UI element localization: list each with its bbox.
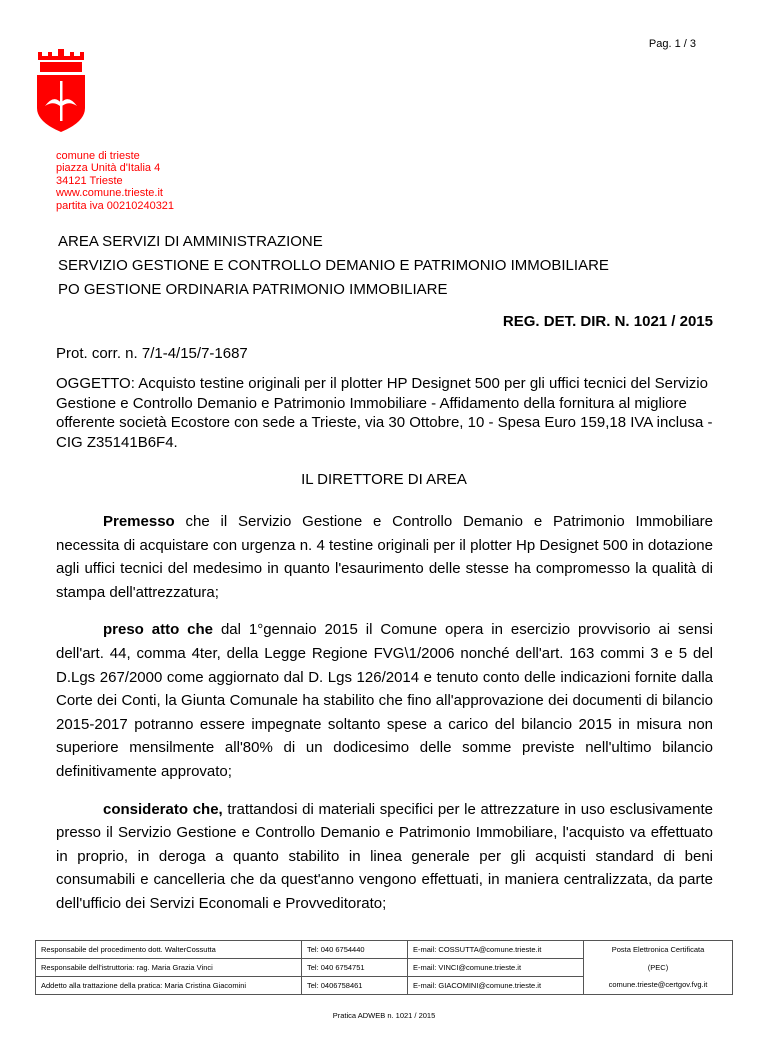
contact-phone: Tel: 040 6754751 (302, 958, 408, 976)
contact-role: Responsabile dell'istruttoria: rag. Maria Grazia Vinci (36, 958, 302, 976)
contact-role: Addetto alla trattazione della pratica: Maria Cristina Giacomini (36, 976, 302, 994)
paragraph-premesso (56, 510, 713, 604)
pratica-number: Pratica ADWEB n. 1021 / 2015 (332, 1010, 436, 1020)
pec-label: Posta Elettronica Certificata (584, 940, 733, 958)
cig-code: CIG Z35141B6F4. (56, 433, 178, 451)
protocol-number: Prot. corr. n. 7/1-4/15/7-1687 (56, 345, 248, 362)
subject-text: OGGETTO: Acquisto testine originali per il plotter HP Designet 500 per gli uffici tecnici del Servizio Gestione e Controllo Demanio e Patrimonio Immobiliare - Affidamento della fornitura al migliore offerente società Ecostore con sede a Trieste, via 30 Ottobre, 10 - Spesa Euro 159,18 IVA inclusa - (56, 375, 713, 431)
document-title: IL DIRETTORE DI AREA (301, 471, 467, 488)
paragraph-lead: considerato che, (103, 800, 223, 818)
table-row (36, 958, 733, 976)
service-heading: SERVIZIO GESTIONE E CONTROLLO DEMANIO E PATRIMONIO IMMOBILIARE (58, 257, 609, 274)
table-row (36, 940, 733, 958)
paragraph-preso-atto (56, 618, 713, 783)
pec-abbr: (PEC) (584, 958, 733, 976)
contacts-table (35, 940, 733, 995)
paragraph-text: dal 1°gennaio 2015 il Comune opera in esercizio provvisorio ai sensi dell'art. 44, comma 4ter, della Legge Regione FVG\1/2006 nonché dell'art. 163 commi 3 e 5 del D.Lgs 267/2000 come aggiornato dal D. Lgs 126/2014 e tenuto conto delle indicazioni fornite dalla Corte dei Conti, la Giunta Comunale ha stabilito che fino all'approvazione dei documenti di bilancio 2015-2017 potranno essere impegnate soltanto spese a carico del bilancio 2015 in misura non superiore mensilmente all'80% di un dodicesimo delle somme previste nell'ultimo bilancio definitivamente approvato; (56, 621, 714, 780)
address-line: 34121 Trieste (56, 174, 123, 187)
paragraph-considerato (56, 798, 713, 916)
address-line: piazza Unità d'Italia 4 (56, 162, 161, 175)
contact-email: E-mail: GIACOMINI@comune.trieste.it (408, 976, 584, 994)
page-number: Pag. 1 / 3 (648, 38, 696, 50)
address-line: comune di trieste (56, 150, 140, 162)
office-heading: PO GESTIONE ORDINARIA PATRIMONIO IMMOBILIARE (58, 281, 448, 298)
paragraph-text: trattandosi di materiali specifici per le attrezzature in uso esclusivamente presso il Servizio Gestione e Controllo Demanio e Patrimonio Immobiliare, l'acquisto va effettuato in proprio, in deroga a quanto stabilito in linea generale per gli acquisti standard di beni consumabili e cancelleria che da quest'anno vengono effettuati, in maniera centralizzata, da parte dell'ufficio dei Servizi Economali e Provveditorato; (56, 800, 713, 912)
paragraph-lead: Premesso (103, 513, 175, 530)
contact-phone: Tel: 040 6754440 (302, 940, 408, 958)
contact-phone: Tel: 0406758461 (302, 976, 408, 994)
contact-email: E-mail: COSSUTTA@comune.trieste.it (408, 940, 584, 958)
table-row (36, 976, 733, 994)
contact-email: E-mail: VINCI@comune.trieste.it (408, 958, 584, 976)
paragraph-text: che il Servizio Gestione e Controllo Demanio e Patrimonio Immobiliare necessita di acquistare con urgenza n. 4 testine originali per il plotter Hp Designet 500 in dotazione agli uffici tecnici del medesimo in quanto l'esaurimento delle stesse ha compromesso la qualità di stampa dell'attrezzatura; (56, 513, 713, 601)
paragraph-lead: preso atto che (103, 621, 214, 639)
vat-line: partita iva 00210240321 (56, 199, 175, 212)
registration-number: REG. DET. DIR. N. 1021 / 2015 (502, 313, 713, 330)
contact-role: Responsabile del procedimento dott. WalterCossutta (36, 940, 302, 958)
website-line: www.comune.trieste.it (56, 187, 163, 200)
pec-email: comune.trieste@certgov.fvg.it (584, 976, 733, 994)
area-heading: AREA SERVIZI DI AMMINISTRAZIONE (58, 233, 323, 250)
subject (56, 374, 713, 452)
